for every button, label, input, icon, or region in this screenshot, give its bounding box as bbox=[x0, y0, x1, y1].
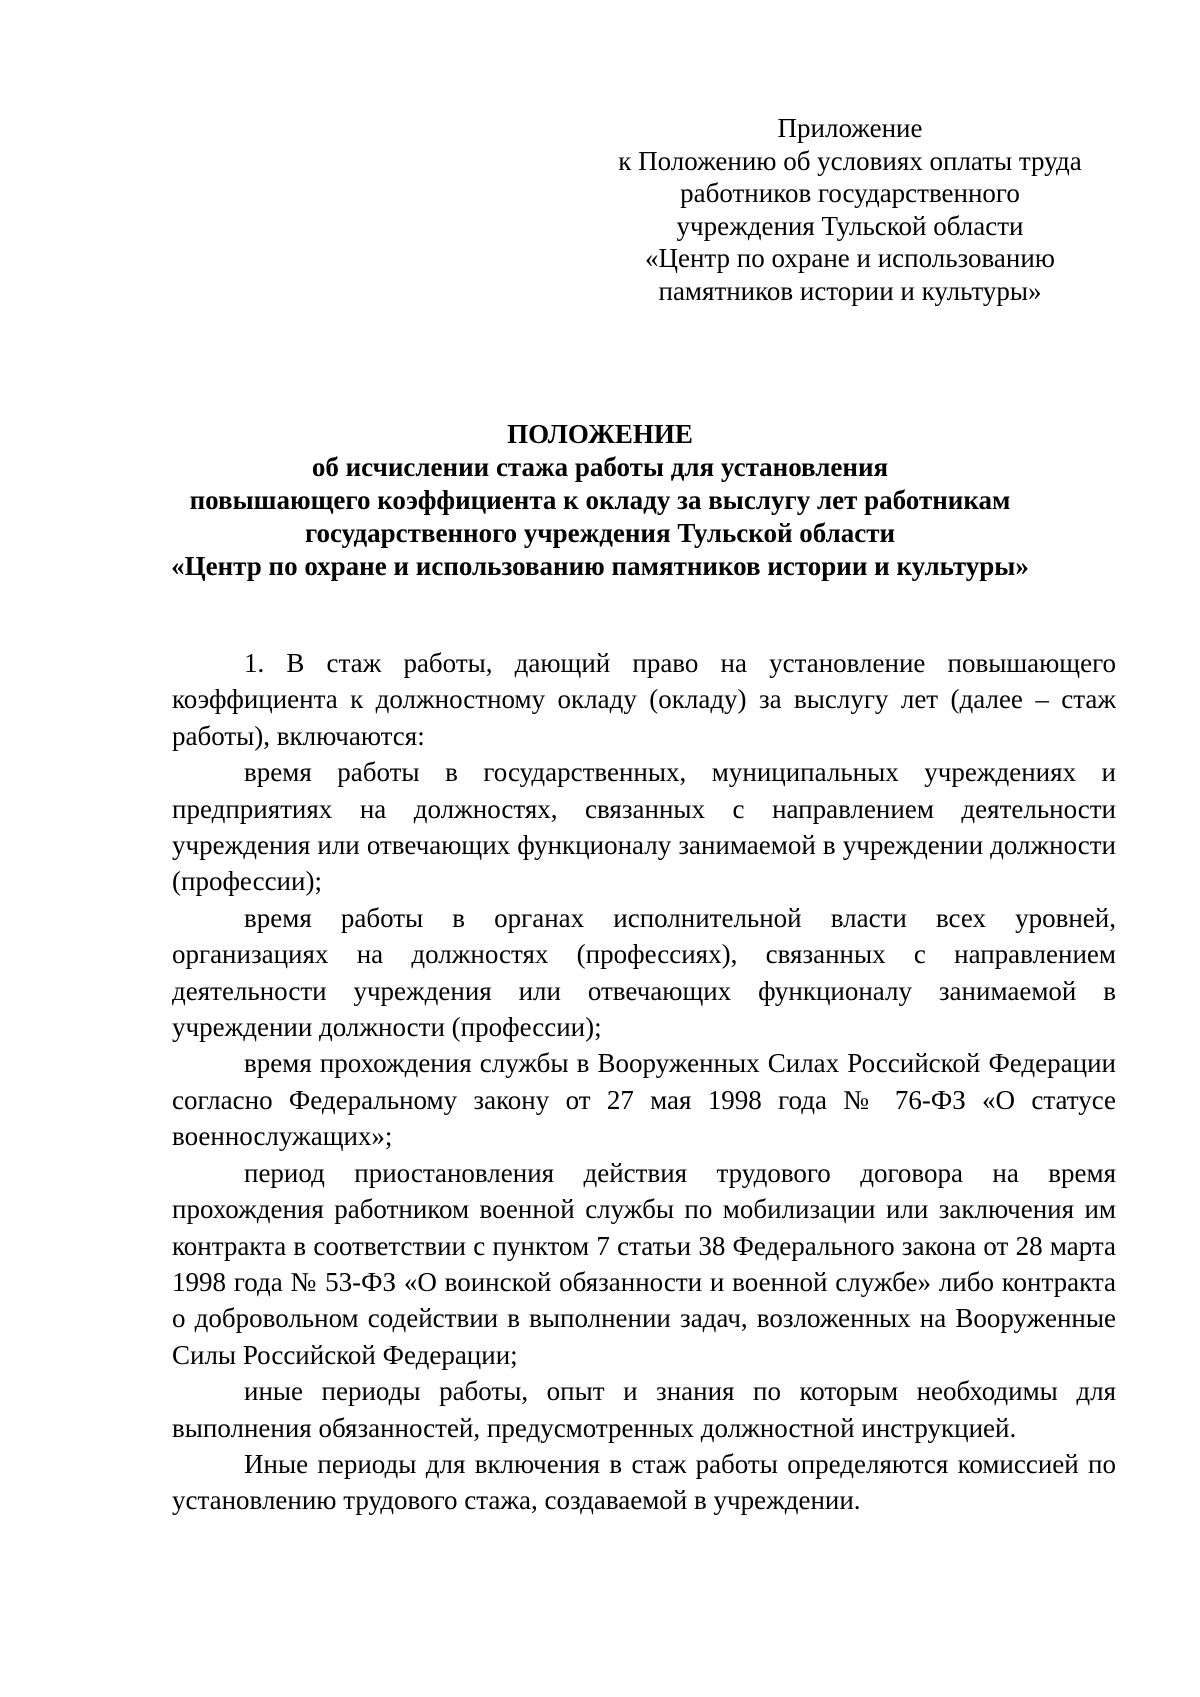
appendix-line: учреждения Тульской области bbox=[676, 210, 1024, 241]
appendix-line: «Центр по охране и использованию bbox=[645, 243, 1055, 274]
title-line: государственного учреждения Тульской области bbox=[304, 518, 896, 548]
document-title bbox=[160, 418, 1040, 583]
appendix-header bbox=[600, 112, 1100, 308]
appendix-line: работников государственного bbox=[680, 178, 1020, 209]
body-paragraph: период приостановления действия трудового договора на время прохождения работником военной службы по мобилизации или заключения им контракта в соответствии с пунктом 7 статьи 38 Федерального закона от 28 марта 1998 года № 53-ФЗ «О воинской обязанности и военной службе» либо контракта о добровольном содействии в выполнении задач, возложенных на Вооруженные Силы Российской Федерации; bbox=[172, 1157, 1116, 1370]
appendix-line: памятников истории и культуры» bbox=[658, 275, 1042, 306]
title-line: «Центр по охране и использованию памятников истории и культуры» bbox=[171, 551, 1029, 581]
document-body bbox=[172, 645, 1116, 1519]
body-paragraph: 1. В стаж работы, дающий право на установление повышающего коэффициента к должностному окладу (окладу) за выслугу лет (далее – стаж работы), включаются: bbox=[172, 648, 1116, 751]
body-paragraph: время работы в государственных, муниципальных учреждениях и предприятиях на должностях, связанных с направлением деятельности учреждения или отвечающих функционалу занимаемой в учреждении должности (профессии); bbox=[172, 757, 1116, 897]
body-paragraph: время прохождения службы в Вооруженных Силах Российской Федерации согласно Федеральному закону от 27 мая 1998 года № 76-ФЗ «О статусе военнослужащих»; bbox=[172, 1048, 1116, 1152]
title-line: об исчислении стажа работы для установления bbox=[311, 452, 889, 482]
title-heading: ПОЛОЖЕНИЕ bbox=[507, 419, 693, 449]
title-line: повышающего коэффициента к окладу за выслугу лет работникам bbox=[189, 485, 1011, 515]
appendix-line: к Положению об условиях оплаты труда bbox=[618, 145, 1082, 176]
body-paragraph: иные периоды работы, опыт и знания по которым необходимы для выполнения обязанностей, предусмотренных должностной инструкцией. bbox=[172, 1376, 1116, 1443]
appendix-line: Приложение bbox=[777, 113, 923, 143]
body-paragraph: время работы в органах исполнительной власти всех уровней, организациях на должностях (профессиях), связанных с направлением деятельности учреждения или отвечающих функционалу занимаемой в учреждении должности (профессии); bbox=[172, 902, 1116, 1043]
body-paragraph: Иные периоды для включения в стаж работы определяются комиссией по установлению трудового стажа, создаваемой в учреждении. bbox=[172, 1448, 1116, 1516]
